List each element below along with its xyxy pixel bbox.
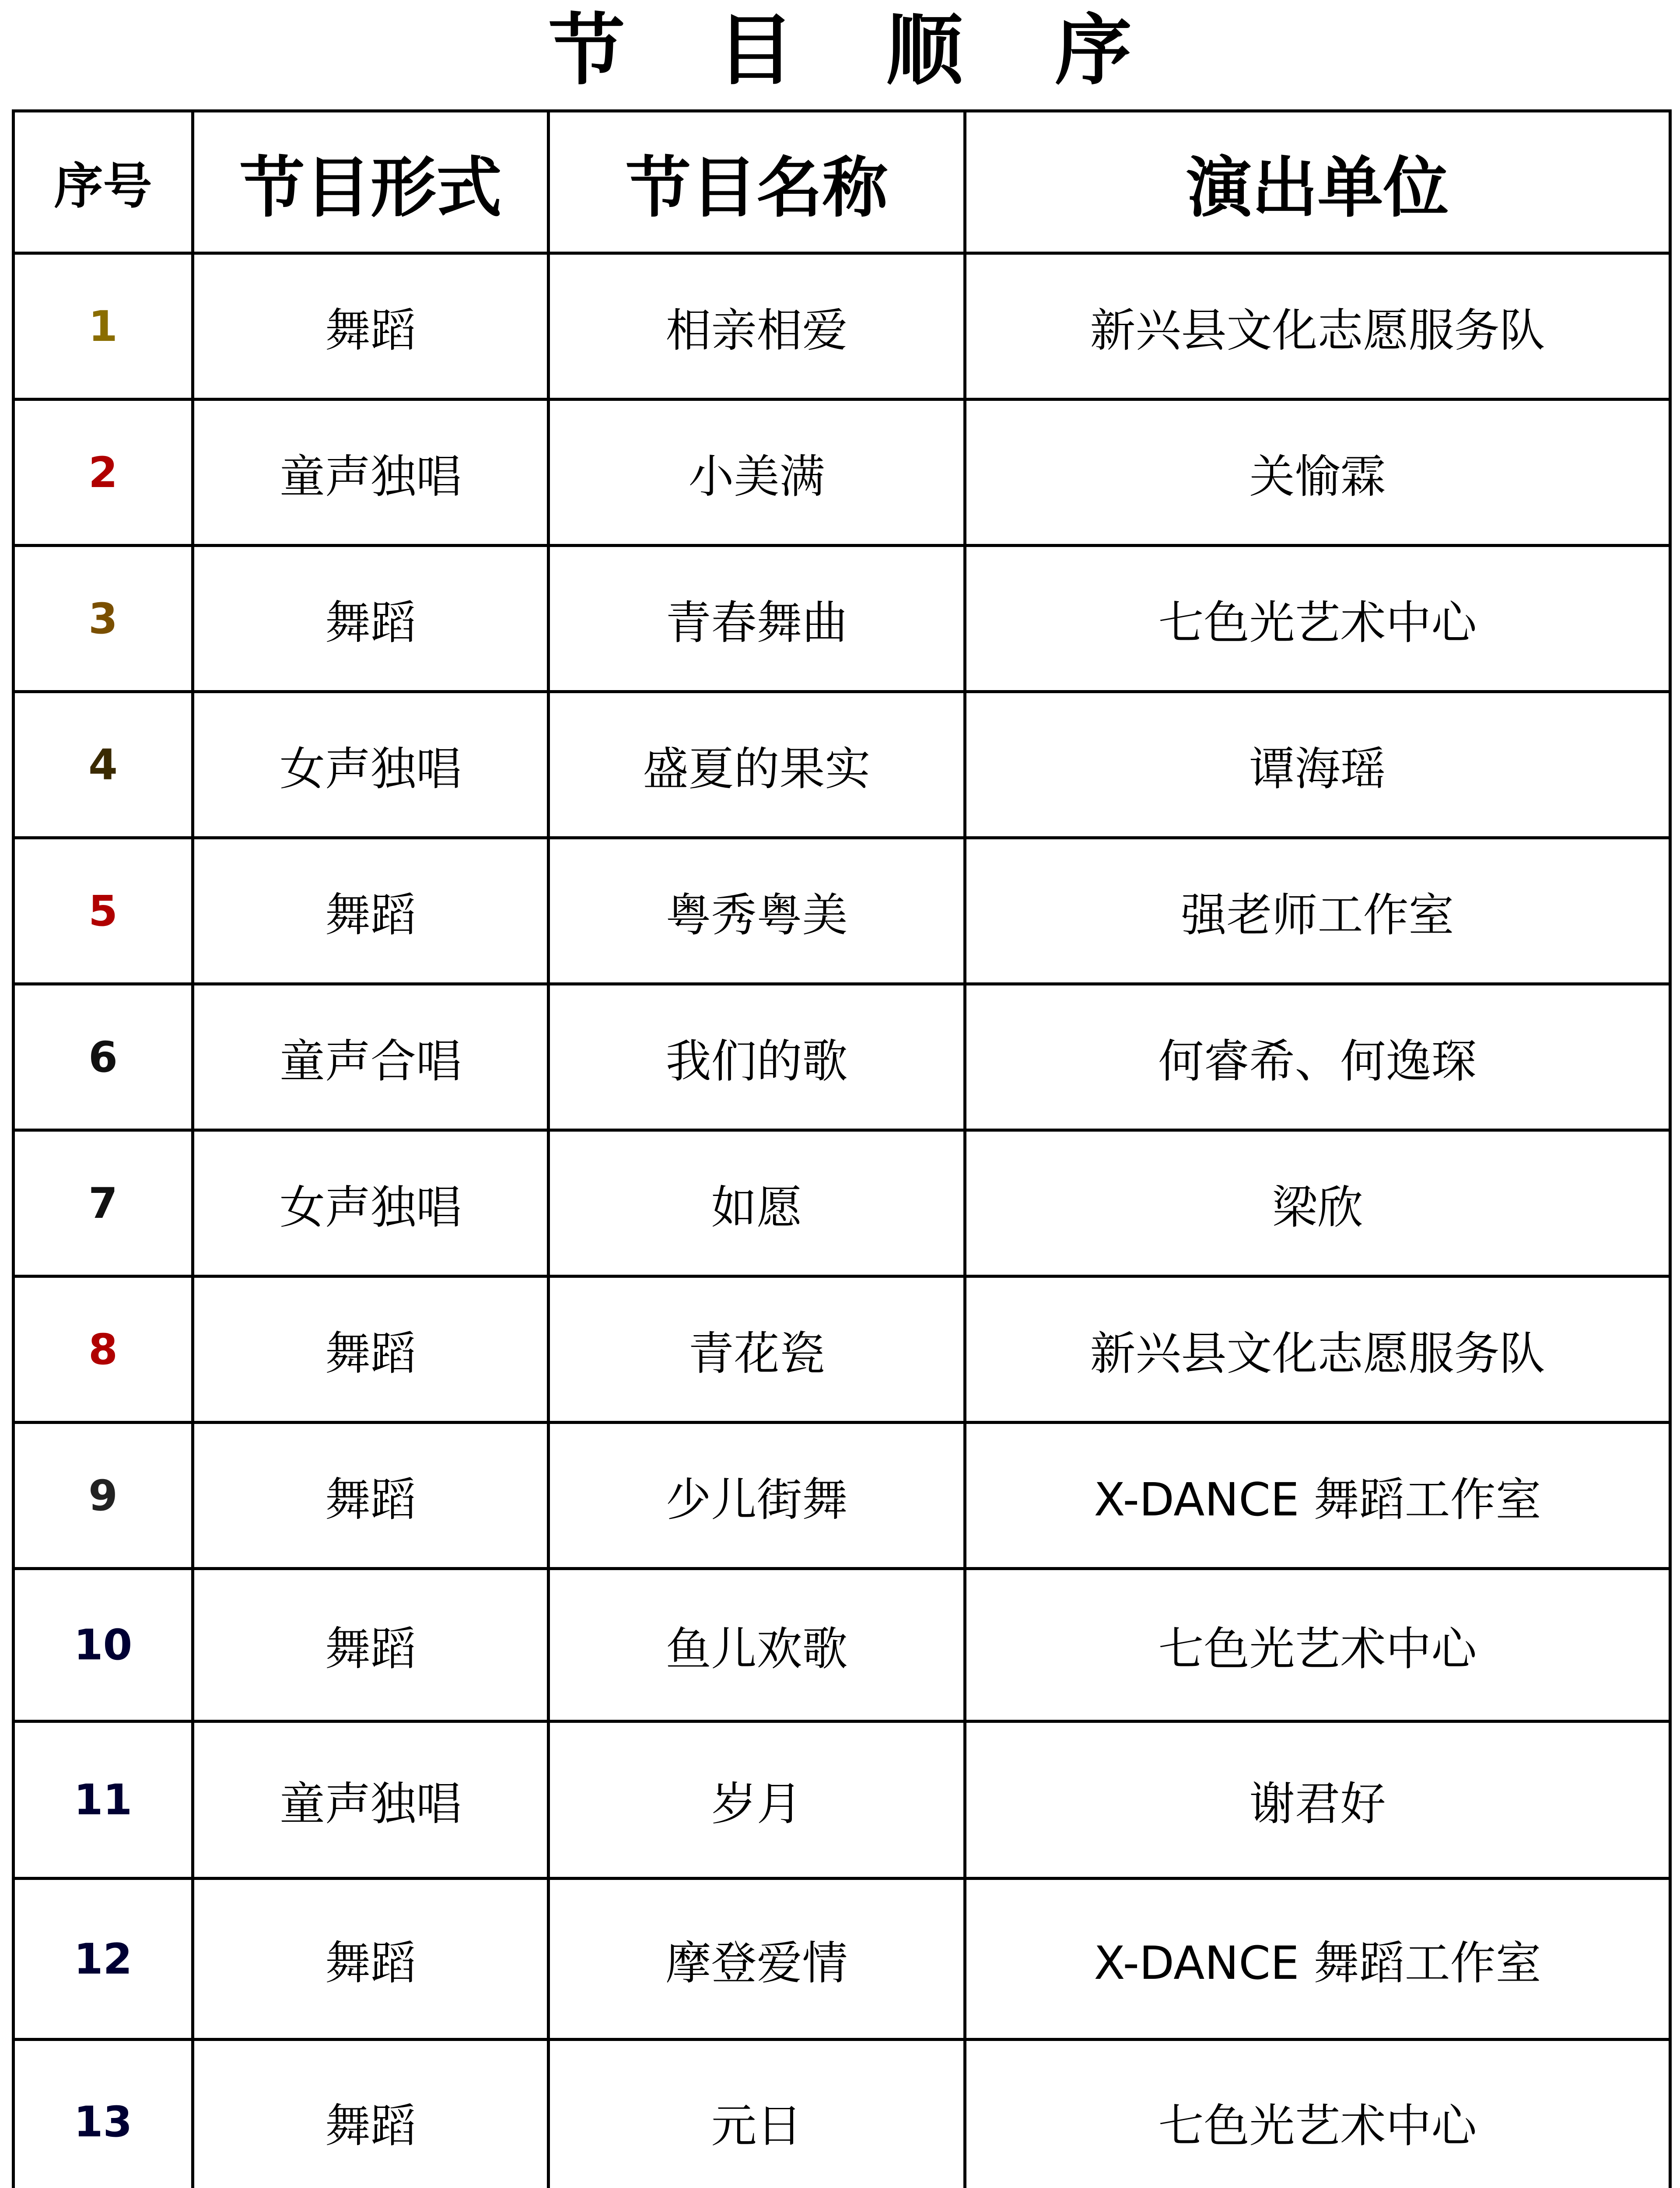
title-char: 目 (717, 5, 794, 95)
table-row (14, 1879, 1670, 2040)
cell-name: 青花瓷 (549, 1276, 965, 1423)
table-row (14, 984, 1670, 1130)
cell-seq: 6 (14, 984, 193, 1130)
cell-form: 舞蹈 (193, 1569, 549, 1722)
header-unit: 演出单位 (965, 111, 1670, 253)
table-row (14, 253, 1670, 400)
cell-form: 舞蹈 (193, 253, 549, 400)
cell-name: 元日 (549, 2040, 965, 2188)
cell-form: 舞蹈 (193, 1879, 549, 2040)
header-form: 节目形式 (193, 111, 549, 253)
cell-form: 舞蹈 (193, 2040, 549, 2188)
table-row (14, 838, 1670, 984)
cell-form: 女声独唱 (193, 1130, 549, 1276)
cell-unit: X-DANCE 舞蹈工作室 (965, 1423, 1670, 1569)
table-row (14, 692, 1670, 838)
cell-name: 鱼儿欢歌 (549, 1569, 965, 1722)
cell-unit: 七色光艺术中心 (965, 1569, 1670, 1722)
table-row (14, 1569, 1670, 1722)
cell-unit: 谢君好 (965, 1722, 1670, 1879)
title-char: 节 (548, 5, 625, 95)
table-row (14, 546, 1670, 692)
cell-seq: 8 (14, 1276, 193, 1423)
program-table (12, 109, 1672, 2188)
cell-seq: 9 (14, 1423, 193, 1569)
cell-form: 舞蹈 (193, 838, 549, 984)
cell-unit: 梁欣 (965, 1130, 1670, 1276)
table-body (14, 253, 1670, 2188)
cell-name: 岁月 (549, 1722, 965, 1879)
title-char: 序 (1055, 5, 1132, 95)
cell-unit: 谭海瑶 (965, 692, 1670, 838)
cell-unit: 强老师工作室 (965, 838, 1670, 984)
page-title (0, 0, 1680, 101)
cell-unit: 新兴县文化志愿服务队 (965, 253, 1670, 400)
cell-seq: 12 (14, 1879, 193, 2040)
cell-name: 粤秀粤美 (549, 838, 965, 984)
cell-name: 青春舞曲 (549, 546, 965, 692)
header-name: 节目名称 (549, 111, 965, 253)
cell-unit: 七色光艺术中心 (965, 2040, 1670, 2188)
cell-unit: 七色光艺术中心 (965, 546, 1670, 692)
cell-form: 童声独唱 (193, 400, 549, 546)
cell-form: 女声独唱 (193, 692, 549, 838)
cell-unit: 何睿希、何逸琛 (965, 984, 1670, 1130)
cell-seq: 13 (14, 2040, 193, 2188)
cell-seq: 1 (14, 253, 193, 400)
cell-seq: 5 (14, 838, 193, 984)
cell-seq: 4 (14, 692, 193, 838)
table-row (14, 1276, 1670, 1423)
cell-unit: 新兴县文化志愿服务队 (965, 1276, 1670, 1423)
table-header-row (14, 111, 1670, 253)
cell-form: 舞蹈 (193, 1276, 549, 1423)
cell-form: 舞蹈 (193, 546, 549, 692)
table-row (14, 400, 1670, 546)
table-row (14, 2040, 1670, 2188)
cell-form: 童声独唱 (193, 1722, 549, 1879)
table-row (14, 1423, 1670, 1569)
table-row (14, 1130, 1670, 1276)
cell-name: 我们的歌 (549, 984, 965, 1130)
title-char: 顺 (886, 5, 963, 95)
cell-unit: 关愉霖 (965, 400, 1670, 546)
cell-name: 小美满 (549, 400, 965, 546)
cell-name: 相亲相爱 (549, 253, 965, 400)
cell-seq: 2 (14, 400, 193, 546)
cell-form: 童声合唱 (193, 984, 549, 1130)
cell-form: 舞蹈 (193, 1423, 549, 1569)
cell-seq: 11 (14, 1722, 193, 1879)
cell-name: 如愿 (549, 1130, 965, 1276)
header-seq: 序号 (14, 111, 193, 253)
cell-unit: X-DANCE 舞蹈工作室 (965, 1879, 1670, 2040)
cell-seq: 10 (14, 1569, 193, 1722)
cell-name: 盛夏的果实 (549, 692, 965, 838)
cell-seq: 3 (14, 546, 193, 692)
table-row (14, 1722, 1670, 1879)
cell-name: 摩登爱情 (549, 1879, 965, 2040)
cell-name: 少儿街舞 (549, 1423, 965, 1569)
cell-seq: 7 (14, 1130, 193, 1276)
